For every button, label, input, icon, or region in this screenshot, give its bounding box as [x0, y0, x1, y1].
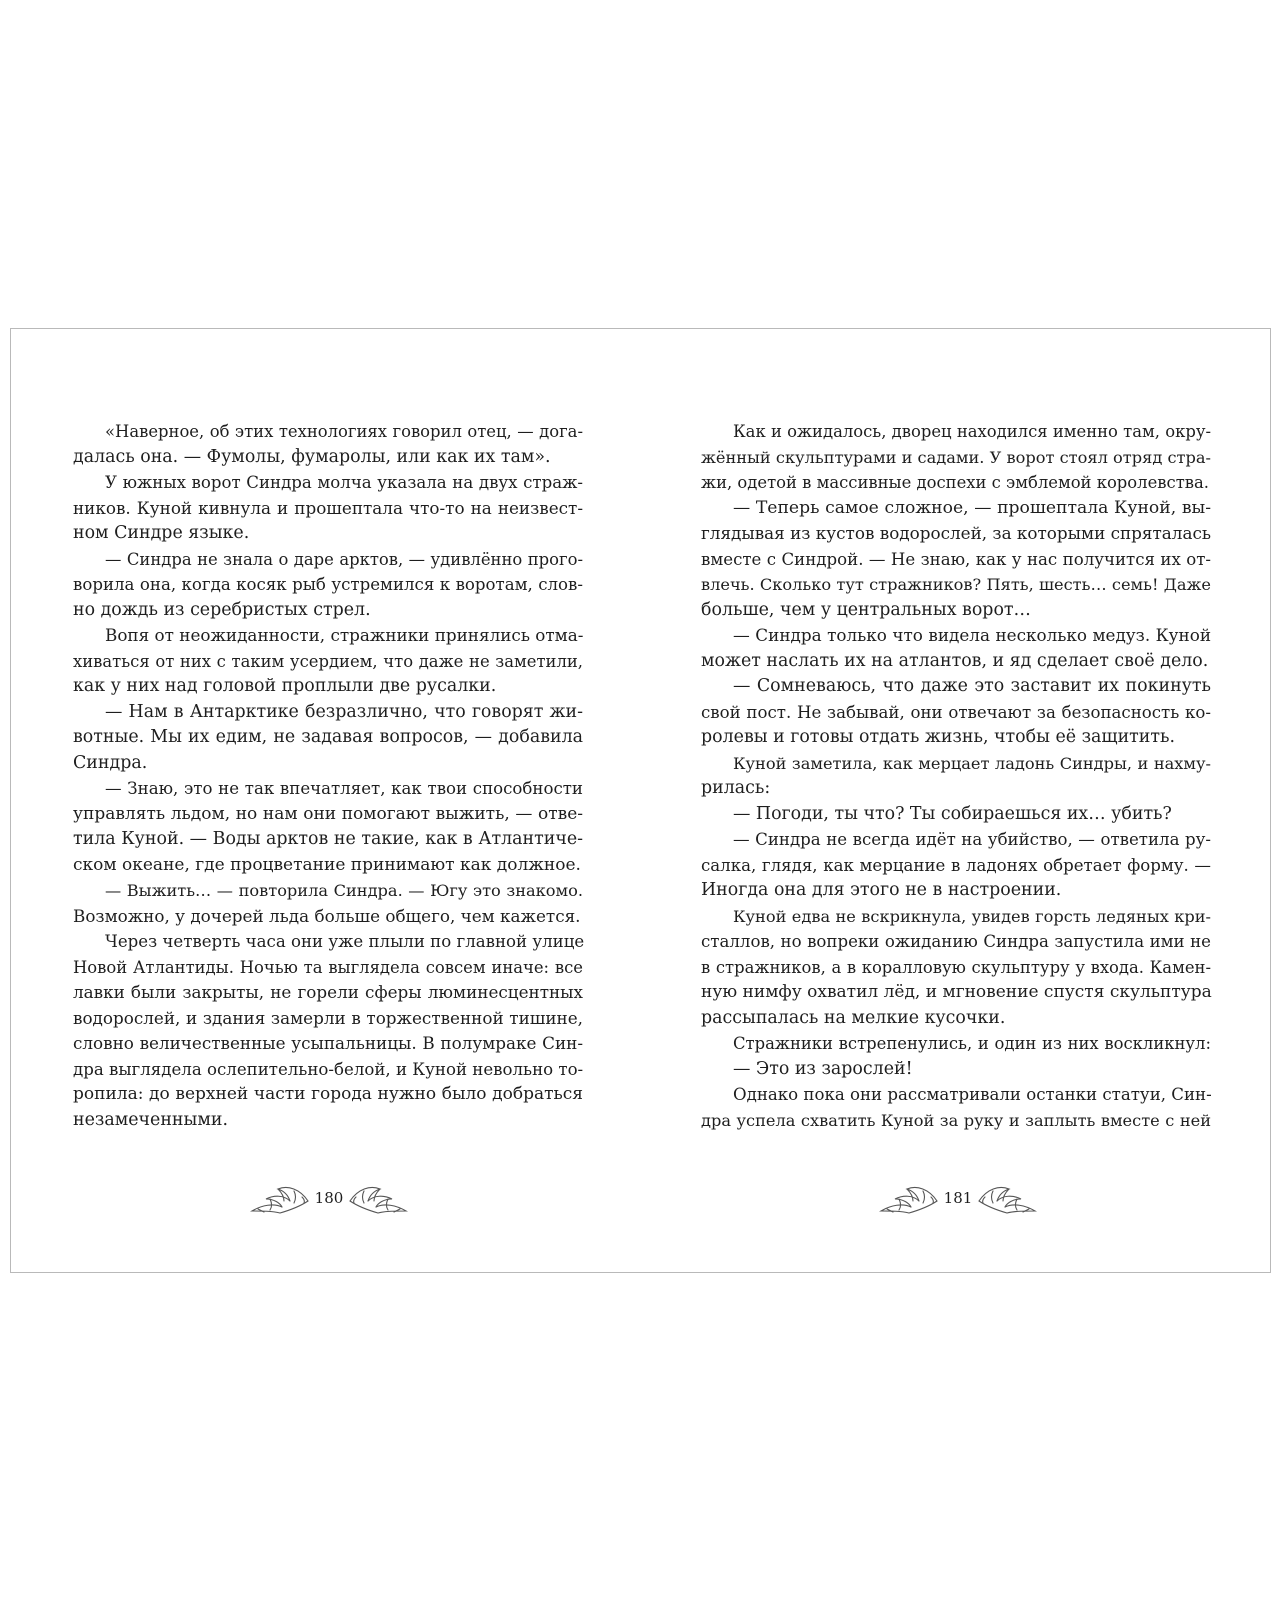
text-line: лавки были закрыты, не горели сферы люминесцентных [73, 982, 583, 1002]
text-line: Через четверть часа они уже плыли по главной улице [105, 932, 585, 951]
right-page-text [701, 419, 1211, 1133]
text-line: но дождь из серебристых стрел. [73, 599, 371, 620]
text-line: далась она. — Фумолы, фумаролы, или как их там». [73, 446, 551, 467]
text-line: влечь. Сколько тут стражников? Пять, шесть… семь! Даже [701, 575, 1211, 594]
book-spread [10, 328, 1271, 1273]
text-line: Куной едва не вскрикнула, увидев горсть ледяных кри- [733, 906, 1211, 926]
text-line: Новой Атлантиды. Ночью та выглядела совсем иначе: все [73, 957, 583, 977]
left-page-text [73, 419, 583, 1133]
text-line: — Сомневаюсь, что даже это заставит их покинуть [733, 676, 1211, 696]
text-line: — Синдра только что видела несколько медуз. Куной [733, 625, 1211, 645]
left-page [73, 419, 583, 1133]
text-line: У южных ворот Синдра молча указала на двух страж- [105, 473, 583, 492]
text-line: Синдра. [73, 752, 148, 773]
text-line: Иногда она для этого не в настроении. [701, 880, 1062, 900]
right-page [701, 419, 1211, 1133]
text-line: — Синдра не знала о даре арктов, — удивлённо прого- [105, 549, 583, 569]
text-line: — Синдра не всегда идёт на убийство, — ответила ру- [733, 830, 1211, 849]
text-line: может наслать их на атлантов, и яд сделает своё дело. [701, 650, 1209, 671]
text-line: салка, глядя, как мерцание в ладонях обретает форму. — [701, 855, 1211, 875]
seashell-ornament-icon [244, 1179, 310, 1223]
text-line: в стражников, а в коралловую скульптуру у входа. Камен- [701, 957, 1211, 977]
text-line: Однако пока они рассматривали останки статуи, Син- [733, 1085, 1212, 1104]
text-line: дра успела схватить Куной за руку и заплыть вместе с ней [701, 1110, 1211, 1130]
text-line: — Погоди, ты что? Ты собираешься их… убить? [733, 803, 1172, 824]
text-line: ном Синдре языке. [73, 523, 250, 543]
text-line: рилась: [701, 778, 771, 798]
text-line: Стражники встрепенулись, и один из них воскликнул: [733, 1034, 1211, 1053]
left-page-folio [244, 1179, 414, 1223]
text-line: ропила: до верхней части города нужно было добраться [73, 1084, 583, 1104]
text-line: дра выглядела ослепительно-белой, и Куной невольно то- [73, 1059, 584, 1079]
text-line: жи, одетой в массивные доспехи с эмблемой королевства. [701, 473, 1209, 492]
text-line: глядывая из кустов водорослей, за которыми спряталась [701, 523, 1211, 543]
text-line: — Это из зарослей! [733, 1058, 913, 1079]
text-line: Куной заметила, как мерцает ладонь Синдры, и нахму- [733, 753, 1211, 773]
text-line: жённый скульптурами и садами. У ворот стоял отряд стра- [701, 447, 1211, 467]
text-line: сталлов, но вопреки ожиданию Синдра запустила ими не [701, 932, 1211, 951]
text-line: ском океане, где процветание принимают как должное. [73, 854, 581, 875]
text-line: водорослей, и здания замерли в торжественной тишине, [73, 1007, 583, 1028]
seashell-ornament-icon [977, 1179, 1043, 1223]
text-line: ников. Куной кивнула и прошептала что-то на неизвест- [73, 497, 583, 518]
text-line: Вопя от неожиданности, стражники принялись отма- [105, 625, 584, 645]
seashell-ornament-icon [873, 1179, 939, 1223]
text-line: Возможно, у дочерей льда больше общего, чем кажется. [73, 905, 581, 926]
text-line: ролевы и готовы отдать жизнь, чтобы её защитить. [701, 727, 1176, 747]
text-line: вотные. Мы их едим, не задавая вопросов, — добавила [73, 727, 583, 747]
text-line: словно величественные усыпальницы. В полумраке Син- [73, 1033, 583, 1053]
text-line: хиваться от них с таким усердием, что даже не заметили, [73, 651, 583, 671]
text-line: — Знаю, это не так впечатляет, как твои способности [105, 779, 583, 798]
text-line: Как и ожидалось, дворец находился именно там, окру- [733, 422, 1211, 441]
text-line: больше, чем у центральных ворот… [701, 599, 1031, 620]
text-line: — Выжить… — повторила Синдра. — Югу это знакомо. [105, 881, 583, 900]
text-line: тила Куной. — Воды арктов не такие, как в Атлантиче- [73, 829, 583, 849]
page-number: 181 [943, 1189, 973, 1207]
seashell-ornament-icon [348, 1179, 414, 1223]
right-page-folio [873, 1179, 1043, 1223]
text-line: свой пост. Не забывай, они отвечают за безопасность ко- [701, 702, 1211, 722]
text-line: ворила она, когда косяк рыб устремился к воротам, слов- [73, 575, 583, 594]
text-line: вместе с Синдрой. — Не знаю, как у нас получится их от- [701, 549, 1211, 569]
text-line: — Теперь самое сложное, — прошептала Куной, вы- [733, 497, 1211, 518]
text-line: ную нимфу охватил лёд, и мгновение спустя скульптура [701, 982, 1212, 1002]
text-line: «Наверное, об этих технологиях говорил отец, — дога- [105, 422, 583, 441]
text-line: как у них над головой проплыли две русалки. [73, 676, 497, 696]
text-line: незамеченными. [73, 1109, 229, 1130]
text-line: управлять льдом, но нам они помогают выжить, — отве- [73, 803, 583, 824]
page-number: 180 [314, 1189, 344, 1207]
text-line: рассыпалась на мелкие кусочки. [701, 1007, 1006, 1028]
text-line: — Нам в Антарктике безразлично, что говорят жи- [105, 701, 583, 722]
